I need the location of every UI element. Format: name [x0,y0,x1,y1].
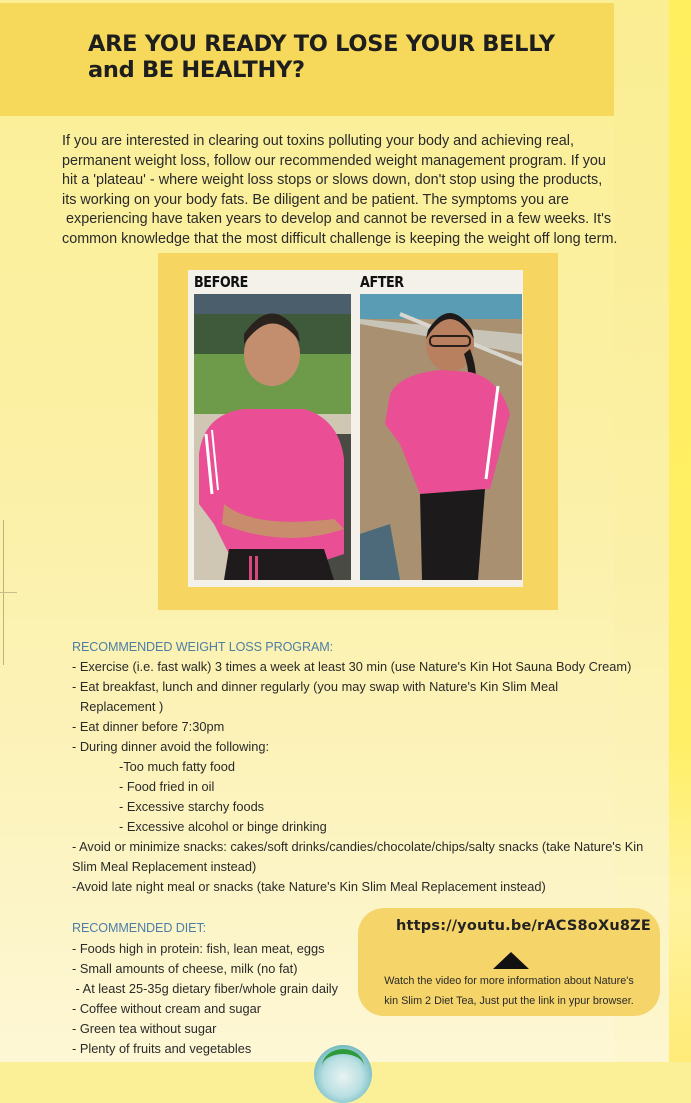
intro-line: permanent weight loss, follow our recommended weight management program. If you [62,152,606,169]
diet-item: - Foods high in protein: fish, lean meat, eggs [72,941,325,956]
intro-line: common knowledge that the most difficult challenge is keeping the weight off long term. [62,230,618,247]
program-item: - Eat breakfast, lunch and dinner regularly (you may swap with Nature's Kin Slim Meal [72,679,559,694]
program-item: - During dinner avoid the following: [72,739,270,754]
diet-item: - At least 25-35g dietary fiber/whole grain daily [72,981,339,996]
video-link[interactable]: https://youtu.be/rACS8oXu8ZE [396,918,651,934]
program-subitem: - Food fried in oil [119,779,215,794]
logo-leaf-arc [322,1049,364,1084]
diet-item: - Coffee without cream and sugar [72,1001,261,1016]
video-note-line-1: Watch the video for more information about Nature's [384,975,634,987]
intro-paragraph [62,132,652,249]
title-banner [0,3,614,116]
title-line-2: and BE HEALTHY? [88,57,305,83]
page-title [88,31,555,83]
video-note [358,971,660,1011]
intro-line: its working on your body fats. Be diligent and be patient. The symptoms you are [62,191,569,208]
program-heading: RECOMMENDED WEIGHT LOSS PROGRAM: [72,640,334,654]
program-item-continued: Slim Meal Replacement instead) [72,859,257,874]
arrow-up-icon [493,952,529,969]
before-photo [194,294,351,580]
program-subitem: -Too much fatty food [119,759,235,774]
intro-line: hit a 'plateau' - where weight loss stops or slows down, don't stop using the products, [62,172,603,188]
program-subitem: - Excessive alcohol or binge drinking [119,819,327,834]
diet-item: - Green tea without sugar [72,1021,217,1036]
title-line-1: ARE YOU READY TO LOSE YOUR BELLY [88,31,555,57]
diet-list [72,939,338,1059]
program-subitem: - Excessive starchy foods [119,799,265,814]
after-label: AFTER [360,273,404,291]
after-photo [360,294,522,580]
program-item: - Avoid or minimize snacks: cakes/soft drinks/candies/chocolate/chips/salty snacks (take Nature's Kin [72,839,644,854]
program-item: - Eat dinner before 7:30pm [72,719,225,734]
program-item-continued: Replacement ) [80,699,164,714]
diet-item: - Small amounts of cheese, milk (no fat) [72,961,298,976]
video-link-box [358,908,660,1016]
before-after-frame [158,253,558,610]
before-after-card [188,270,523,587]
right-edge-band [669,0,691,1062]
video-note-line-2: kin Slim 2 Diet Tea, Just put the link in ypur browser. [384,995,634,1007]
program-item: -Avoid late night meal or snacks (take Nature's Kin Slim Meal Replacement instead) [72,879,546,894]
diet-heading: RECOMMENDED DIET: [72,921,207,935]
program-item: - Exercise (i.e. fast walk) 3 times a week at least 30 min (use Nature's Kin Hot Sauna Body Cream) [72,659,632,674]
intro-line: If you are interested in clearing out toxins polluting your body and achieving real, [62,133,574,149]
intro-line: experiencing have taken years to develop and cannot be reversed in a few weeks. It's [62,211,612,227]
crop-mark-horizontal [0,592,17,593]
brand-logo-icon [314,1045,372,1103]
before-label: BEFORE [194,273,248,291]
diet-item: - Plenty of fruits and vegetables [72,1041,252,1056]
program-list [72,657,643,897]
